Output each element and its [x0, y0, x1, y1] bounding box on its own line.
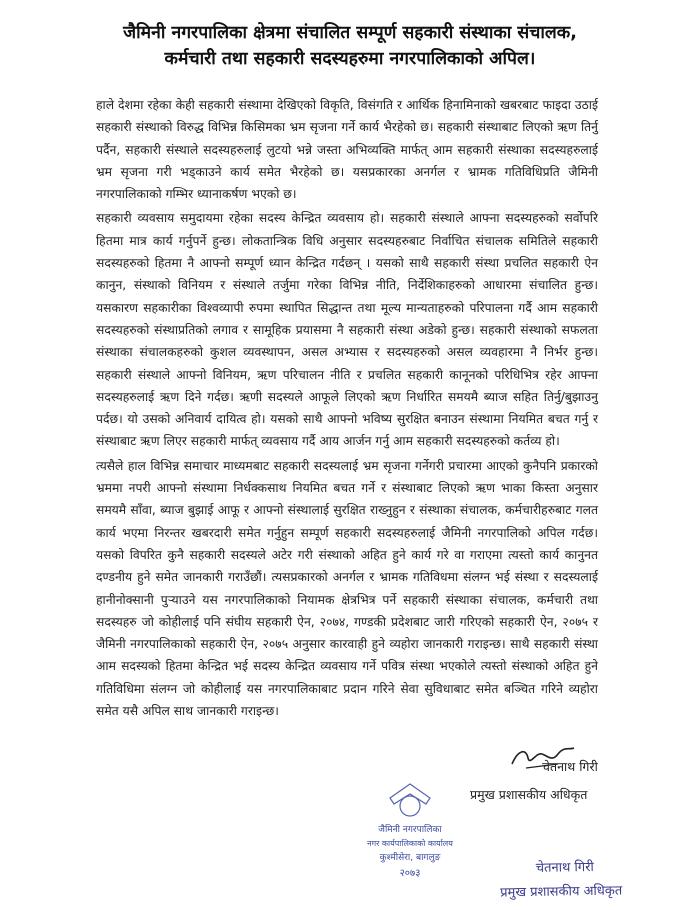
seal-line-2: नगर कार्यपालिकाको कार्यालय — [367, 839, 453, 848]
paragraph-2: सहकारी व्यवसाय समुदायमा रहेका सदस्य केन्द्रित व्यवसाय हो। सहकारी संस्थाले आफ्ना सदस्यहरुको सर्वोपरि हितमा मात्र कार्य गर्नुपर्ने हुन्छ। लोकतान्त्रिक विधि अनुसार सदस्यहरुबाट निर्वाचित संचालक समितिले सहकारी सदस्यहरुको हितमा नै आफ्नो सम्पूर्ण ध्यान केन्द्रित गर्दछन् । यसको साथै सहकारी संस्था प्रचलित सहकारी ऐन कानुन, संस्थाको विनियम र संस्थाले तर्जुमा गरेका विभिन्न नीति, निर्देशिकाहरुको आधारमा संचालित हुन्छ। यसकारण सहकारीका विश्वव्यापी रुपमा स्थापित सिद्धान्त तथा मूल्य मान्यताहरुको परिपालना गर्दै आम सहकारी सदस्यहरुको संस्थाप्रतिको लगाव र सामूहिक प्रयासमा नै सहकारी संस्था अडेको हुन्छ। सहकारी संस्थाको सफलता संस्थाका संचालकहरुको कुशल व्यवस्थापन, असल अभ्यास र सदस्यहरुको असल व्यवहारमा नै निर्भर हुन्छ। सहकारी संस्थाले आफ्नो विनियम, ऋण परिचालन नीति र प्रचलित सहकारी कानूनको परिधिभित्र रहेर आफ्ना सदस्यहरुलाई ऋण दिने गर्दछ। ऋणी सदस्यले आफूले लिएको ऋण निर्धारित समयमै ब्याज सहित तिर्नु/बुझाउनु पर्दछ। यो उसको अनिवार्य दायित्व हो। यसको साथै आफ्नो भविष्य सुरक्षित बनाउन संस्थामा नियमित बचत गर्नु र संस्थाबाट ऋण लिएर सहकारी मार्फत् व्यवसाय गर्दै आय आर्जन गर्नु आम सहकारी सदस्यहरुको कर्तव्य हो। — [96, 211, 598, 449]
page-title — [40, 20, 660, 72]
stamp-name: चेतनाथ गिरी — [535, 859, 594, 876]
official-seal — [350, 768, 470, 888]
name-stamp — [500, 854, 681, 905]
seal-line-1: जैमिनी नगरपालिका — [378, 825, 442, 835]
paragraph-3: त्यसैले हाल विभिन्न समाचार माध्यमबाट सहकारी सदस्यलाई भ्रम सृजना गर्नेगरी प्रचारमा आएको कुनैपनि प्रकारको भ्रममा नपरी आफ्नो संस्थामा निर्धक्कसाथ नियमित बचत गर्ने र संस्थाबाट लिएको ऋण भाका किस्ता अनुसार समयमै साँवा, ब्याज बुझाई आफू र आफ्नो संस्थालाई सुरक्षित राख्नुहुन र संस्थाका संचालक, कर्मचारीहरुबाट गलत कार्य भएमा निरन्तर खबरदारी समेत गर्नुहुन सम्पूर्ण सहकारी सदस्यहरुलाई जैमिनी नगरपालिको अपिल गर्दछ। यसको विपरित कुनै सहकारी सदस्यले अटेर गरी संस्थाको अहित हुने कार्य गरे वा गराएमा त्यस्तो कार्य कानुनत दण्डनीय हुने समेत जानकारी गराउँछौं। त्यसप्रकारको अनर्गल र भ्रामक गतिविधमा संलग्न भई संस्था र सदस्यलाई हानीनोक्सानी पुऱ्याउने यस नगरपालिकाको नियामक क्षेत्रभित्र पर्ने सहकारी संस्थाका संचालक, कर्मचारी तथा सदस्यहरु जो कोहीलाई पनि संघीय सहकारी ऐन, २०७४, गण्डकी प्रदेशबाट जारी गरिएको सहकारी ऐन, २०७५ र जैमिनी नगरपालिकाको सहकारी ऐन, २०७५ अनुसार कारवाही हुने व्यहोरा जानकारी गराइन्छ। साथै सहकारी संस्था आम सदस्यको हितमा केन्द्रित भई सदस्य केन्द्रित व्यवसाय गर्ने पवित्र संस्था भएकोले त्यस्तो संस्थाको अहित हुने गतिविधिमा संलग्न जो कोहीलाई यस नगरपालिकाबाट प्रदान गरिने सेवा सुविधाबाट समेत बञ्चित गरिने व्यहोरा समेत यसै अपिल साथ जानकारी गराइन्छ। — [96, 458, 598, 719]
signatory-name: चेतनाथ गिरी — [542, 759, 598, 774]
notice-body — [96, 94, 598, 724]
title-line-1: जैमिनी नगरपालिका क्षेत्रमा संचालित सम्पूर्ण सहकारी संस्थाका संचालक, — [123, 23, 577, 43]
seal-emblem-icon — [390, 784, 430, 804]
stamp-designation: प्रमुख प्रशासकीय अधिकृत — [500, 883, 623, 901]
seal-emblem-circle — [400, 796, 420, 816]
title-line-2: कर्मचारी तथा सहकारी सदस्यहरुमा नगरपालिकाको अपिल। — [164, 49, 536, 69]
seal-year: २०७३ — [399, 868, 421, 879]
signatory-designation: प्रमुख प्रशासकीय अधिकृत — [470, 787, 588, 802]
seal-line-3: कुश्मीसेरा, बागलुङ — [379, 853, 441, 863]
paragraph-1: हाले देशमा रहेका केही सहकारी संस्थामा देखिएको विकृति, विसंगति र आर्थिक हिनामिनाको खबरबाट फाइदा उठाई सहकारी संस्थाको विरुद्ध विभिन्न किसिमका भ्रम सृजना गर्ने कार्य भैरहेको छ। सहकारी संस्थाबाट लिएको ऋण तिर्नु पर्दैन, सहकारी संस्थाले सदस्यहरुलाई लुटयो भन्ने जस्ता अभिव्यक्ति मार्फत् आम सहकारी संस्थाका सदस्यहरुलाई भ्रम सृजना गरी भड्काउने कार्य समेत भैरहेको छ। यसप्रकारका अनर्गल र भ्रामक गतिविधिप्रति जैमिनी नगरपालिकाको गम्भिर ध्यानाकर्षण भएको छ। — [96, 98, 598, 202]
